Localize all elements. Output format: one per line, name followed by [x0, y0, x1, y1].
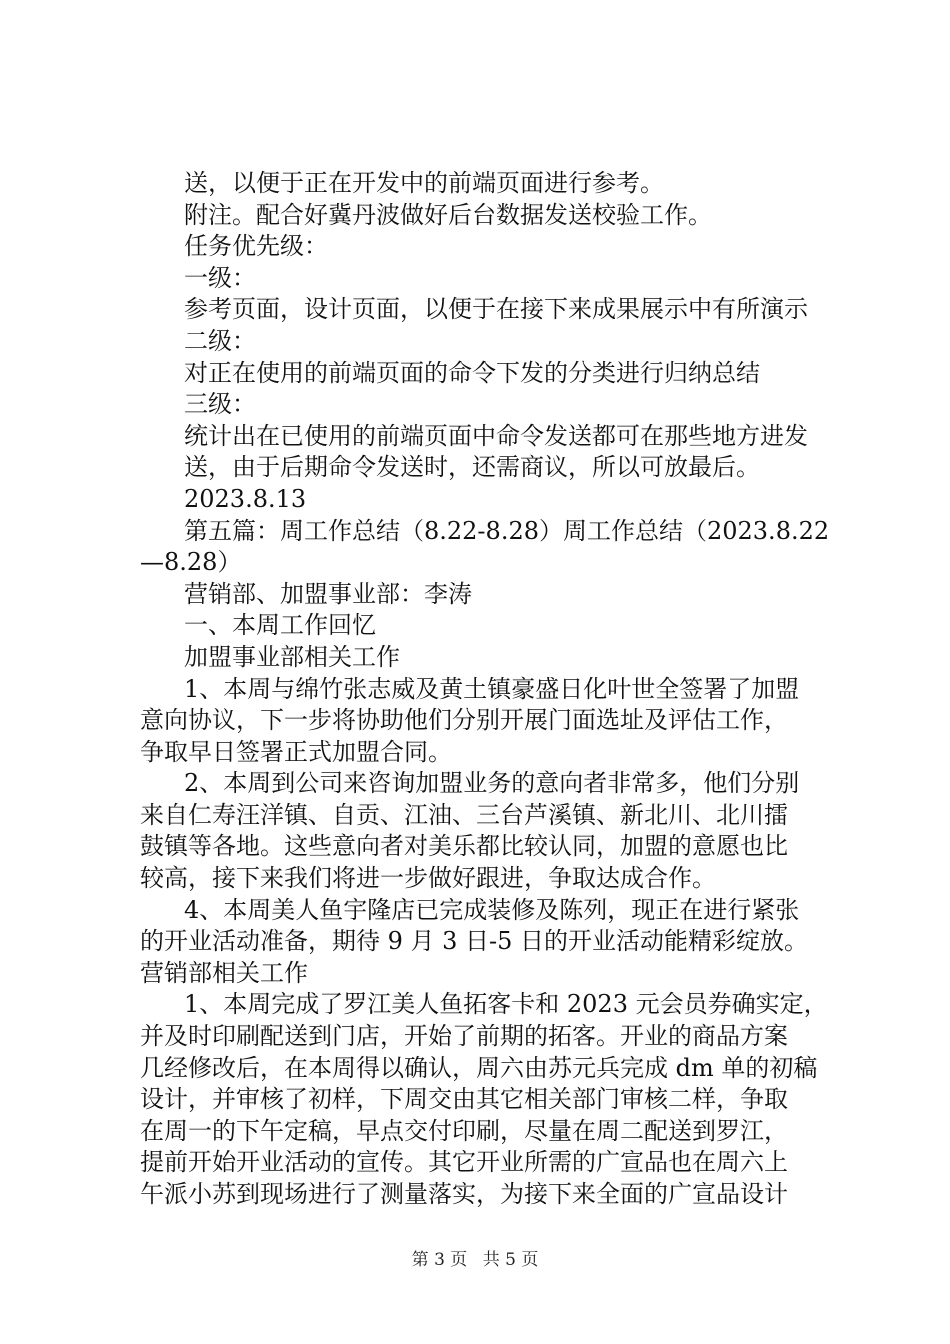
- text-line: 2023.8.13: [184, 484, 307, 513]
- text-line: 意向协议，下一步将协助他们分别开展门面选址及评估工作，: [140, 706, 788, 735]
- text-line: 参考页面，设计页面，以便于在接下来成果展示中有所演示: [184, 295, 808, 324]
- text-line: 2、本周到公司来咨询加盟业务的意向者非常多，他们分别: [184, 769, 800, 798]
- text-line: 的开业活动准备，期待 9 月 3 日-5 日的开业活动能精彩绽放。: [140, 927, 809, 956]
- text-line: 一、本周工作回忆: [184, 611, 376, 640]
- text-line: 三级：: [184, 390, 256, 419]
- text-line: 二级：: [184, 326, 256, 355]
- text-line: 营销部相关工作: [140, 958, 308, 987]
- text-line: 对正在使用的前端页面的命令下发的分类进行归纳总结: [184, 358, 760, 387]
- text-line: —8.28）: [140, 548, 242, 577]
- text-line: 几经修改后，在本周得以确认，周六由苏元兵完成 dm 单的初稿: [140, 1053, 818, 1082]
- text-line: 午派小苏到现场进行了测量落实，为接下来全面的广宣品设计: [140, 1180, 788, 1208]
- text-line: 一级：: [184, 263, 256, 292]
- page-number: 第 3 页: [411, 1250, 468, 1270]
- text-line: 营销部、加盟事业部：李涛: [184, 579, 472, 608]
- text-line: 较高，接下来我们将进一步做好跟进，争取达成合作。: [140, 864, 716, 893]
- text-line: 送，由于后期命令发送时，还需商议，所以可放最后。: [184, 453, 760, 482]
- page-total: 共 5 页: [482, 1250, 539, 1270]
- text-line: 加盟事业部相关工作: [184, 642, 400, 671]
- text-line: 来自仁寿汪洋镇、自贡、江油、三台芦溪镇、新北川、北川擂: [140, 800, 788, 829]
- text-line: 附注。配合好冀丹波做好后台数据发送校验工作。: [184, 200, 712, 229]
- text-line: 第五篇：周工作总结（8.22-8.28）周工作总结（2023.8.22: [184, 516, 830, 545]
- text-line: 任务优先级：: [184, 232, 328, 261]
- page-footer: [0, 1245, 950, 1270]
- text-line: 争取早日签署正式加盟合同。: [140, 737, 452, 766]
- text-line: 鼓镇等各地。这些意向者对美乐都比较认同，加盟的意愿也比: [140, 832, 788, 861]
- text-line: 并及时印刷配送到门店，开始了前期的拓客。开业的商品方案: [140, 1022, 788, 1051]
- text-line: 4、本周美人鱼宇隆店已完成装修及陈列，现正在进行紧张: [184, 895, 800, 924]
- text-line: 提前开始开业活动的宣传。其它开业所需的广宣品也在周六上: [140, 1148, 788, 1177]
- text-line: 设计，并审核了初样，下周交由其它相关部门审核二样，争取: [140, 1085, 788, 1114]
- text-line: 送，以便于正在开发中的前端页面进行参考。: [184, 169, 664, 197]
- text-line: 1、本周完成了罗江美人鱼拓客卡和 2023 元会员券确实定，: [184, 990, 828, 1019]
- document-body: [140, 168, 840, 1211]
- text-line: 在周一的下午定稿，早点交付印刷，尽量在周二配送到罗江，: [140, 1116, 788, 1145]
- text-line: 1、本周与绵竹张志威及黄土镇豪盛日化叶世全签署了加盟: [184, 674, 800, 703]
- text-line: 统计出在已使用的前端页面中命令发送都可在那些地方进发: [184, 421, 808, 450]
